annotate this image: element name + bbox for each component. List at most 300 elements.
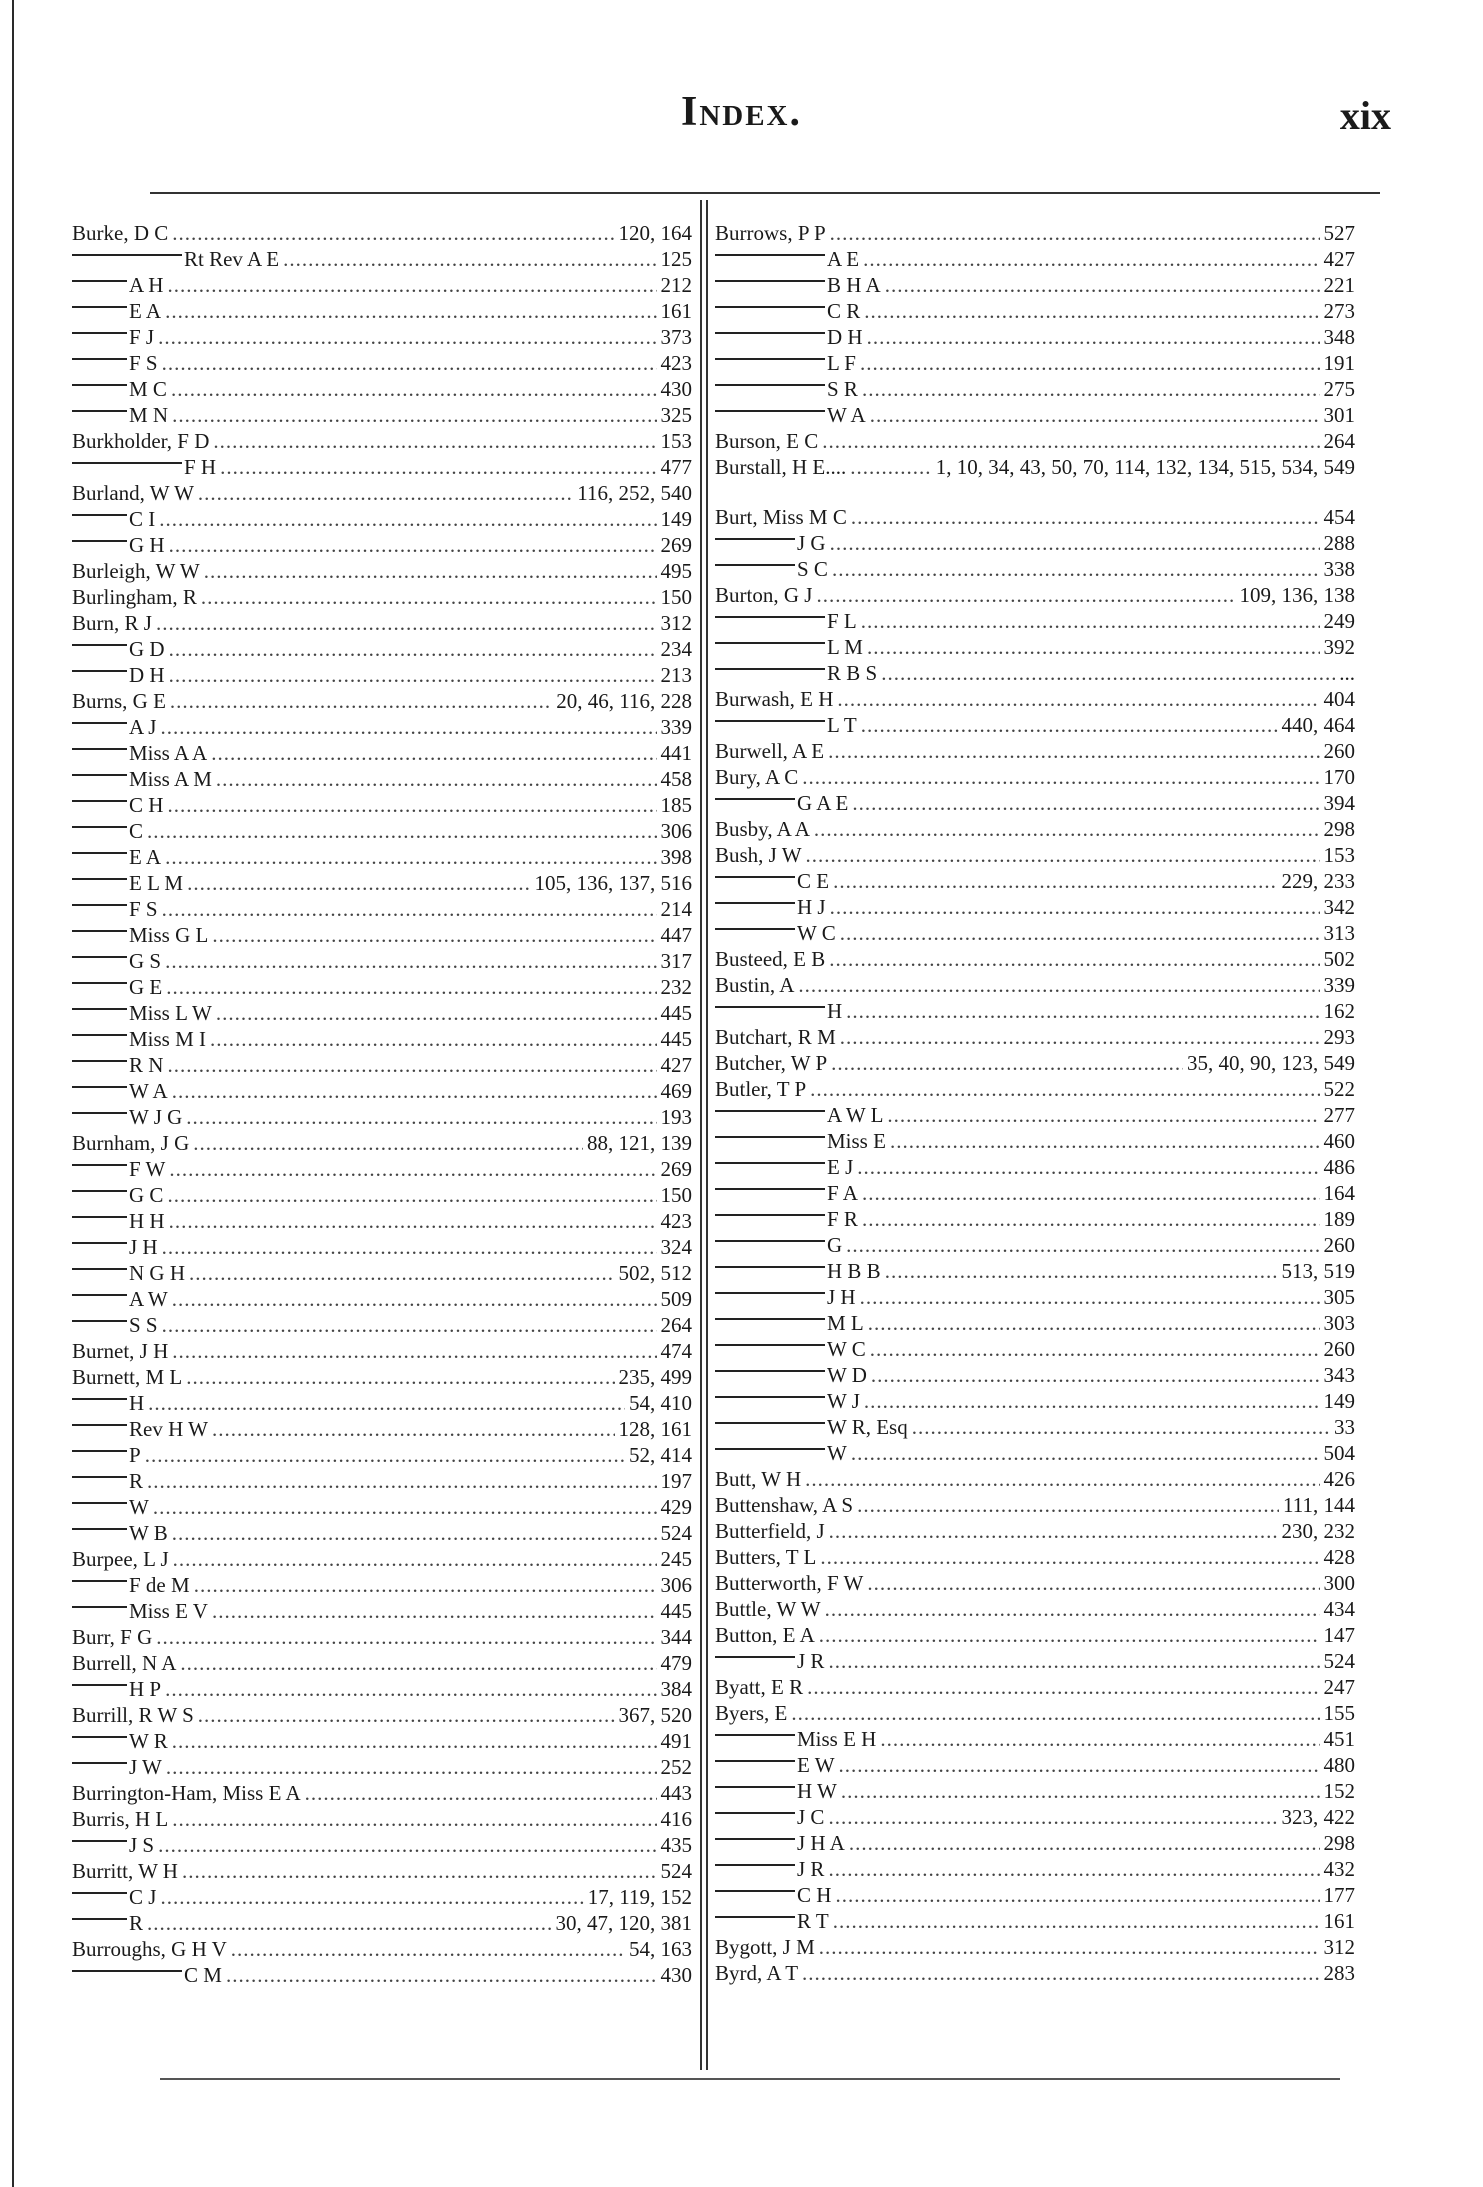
- entry-name-text: Butterworth, F W: [715, 1571, 864, 1595]
- ditto-dash: [72, 644, 127, 646]
- dot-leader: [147, 818, 656, 844]
- entry-pages: 30, 47, 120, 381: [555, 1911, 692, 1935]
- dot-leader: [169, 1208, 657, 1234]
- index-entry: [715, 1804, 1355, 1830]
- index-entry: [72, 1520, 692, 1546]
- ditto-dash: [72, 1008, 127, 1010]
- page-edge-line: [12, 0, 14, 2187]
- entry-name: [72, 272, 163, 298]
- dot-leader: [828, 738, 1319, 764]
- page-title: Index.: [680, 89, 803, 135]
- entry-name-text: Miss A A: [129, 741, 208, 765]
- entry-pages: 185: [660, 793, 692, 817]
- ditto-dash: [72, 826, 127, 828]
- left-index-column: [72, 220, 692, 1988]
- entry-pages: 191: [1323, 351, 1355, 375]
- ditto-dash: [72, 384, 127, 386]
- entry-pages: 427: [1323, 247, 1355, 271]
- entry-pages: 480: [1323, 1753, 1355, 1777]
- dot-leader: [216, 766, 657, 792]
- dot-leader: [798, 972, 1319, 998]
- entry-name-text: Burt, Miss M C: [715, 505, 847, 529]
- entry-pages: 367, 520: [618, 1703, 692, 1727]
- ditto-dash: [72, 1164, 127, 1166]
- entry-name-text: Burrington-Ham, Miss E A: [72, 1781, 301, 1805]
- entry-name-text: G D: [129, 637, 165, 661]
- entry-name: [715, 1570, 863, 1596]
- dot-leader: [210, 1026, 656, 1052]
- entry-name: [72, 584, 197, 610]
- index-entry: [715, 556, 1355, 582]
- entry-name-text: Burritt, W H: [72, 1859, 178, 1883]
- entry-name-text: F J: [129, 325, 155, 349]
- entry-name-text: Burnham, J G: [72, 1131, 190, 1155]
- index-entry: [72, 1338, 692, 1364]
- entry-name: [72, 1962, 222, 1988]
- dot-leader: [840, 920, 1320, 946]
- index-entry: [715, 1466, 1355, 1492]
- dot-leader: [851, 1440, 1320, 1466]
- entry-name: [72, 1390, 144, 1416]
- ditto-dash: [72, 982, 127, 984]
- dot-leader: [169, 636, 657, 662]
- entry-pages: 432: [1323, 1857, 1355, 1881]
- dot-leader: [198, 1702, 615, 1728]
- ditto-dash: [72, 1424, 127, 1426]
- entry-name: [72, 1156, 165, 1182]
- entry-pages: 20, 46, 116, 228: [556, 689, 692, 713]
- entry-pages: 429: [660, 1495, 692, 1519]
- entry-name: [72, 350, 158, 376]
- ditto-dash: [72, 1112, 127, 1114]
- index-entry: [715, 608, 1355, 634]
- entry-name-text: F R: [827, 1207, 858, 1231]
- index-entry: [715, 1440, 1355, 1466]
- ditto-dash: [72, 1398, 127, 1400]
- entry-pages: 269: [660, 1157, 692, 1181]
- entry-name: [715, 686, 833, 712]
- entry-name-text: D H: [129, 663, 165, 687]
- entry-pages: 502: [1323, 947, 1355, 971]
- entry-name-text: J H: [827, 1285, 856, 1309]
- index-entry: [715, 894, 1355, 920]
- ditto-dash: [72, 852, 127, 854]
- entry-pages: 293: [1323, 1025, 1355, 1049]
- entry-pages: 524: [660, 1521, 692, 1545]
- entry-name-text: M L: [827, 1311, 864, 1335]
- entry-pages: 283: [1323, 1961, 1355, 1985]
- entry-name: [715, 1258, 881, 1284]
- index-entry: [715, 1076, 1355, 1102]
- index-entry: [72, 532, 692, 558]
- entry-name: [715, 1206, 858, 1232]
- entry-name: [715, 712, 857, 738]
- index-entry: [72, 896, 692, 922]
- entry-pages: 384: [660, 1677, 692, 1701]
- index-entry: [715, 1882, 1355, 1908]
- entry-name-text: Byrd, A T: [715, 1961, 799, 1985]
- ditto-dash: [72, 956, 127, 958]
- dot-leader: [860, 1284, 1320, 1310]
- ditto-dash: [72, 1450, 127, 1452]
- dot-leader: [165, 844, 656, 870]
- entry-pages: 105, 136, 137, 516: [534, 871, 692, 895]
- index-entry: [72, 636, 692, 662]
- entry-pages: 234: [660, 637, 692, 661]
- entry-name-text: Buttenshaw, A S: [715, 1493, 854, 1517]
- index-entry: [72, 480, 692, 506]
- ditto-dash: [72, 1606, 127, 1608]
- index-entry: [715, 1232, 1355, 1258]
- entry-pages: 373: [660, 325, 692, 349]
- entry-name-text: E A: [129, 845, 162, 869]
- entry-name: [715, 1466, 801, 1492]
- entry-pages: 348: [1323, 325, 1355, 349]
- entry-name: [715, 1336, 866, 1362]
- entry-name-text: E W: [797, 1753, 835, 1777]
- entry-pages: 164: [1323, 1181, 1355, 1205]
- entry-pages: 247: [1323, 1675, 1355, 1699]
- entry-pages: 17, 119, 152: [587, 1885, 692, 1909]
- index-entry: [715, 582, 1355, 608]
- footer-rule: [160, 2078, 1340, 2080]
- index-entry: [715, 946, 1355, 972]
- entry-name-text: Busteed, E B: [715, 947, 826, 971]
- index-entry: [715, 1258, 1355, 1284]
- entry-pages: 451: [1323, 1727, 1355, 1751]
- index-entry: [715, 1180, 1355, 1206]
- entry-pages: 153: [1323, 843, 1355, 867]
- entry-name: [72, 896, 158, 922]
- entry-name: [72, 1130, 189, 1156]
- entry-pages: 423: [660, 1209, 692, 1233]
- ditto-dash: [715, 358, 825, 360]
- entry-name: [715, 1440, 847, 1466]
- entry-name-text: Bush, J W: [715, 843, 802, 867]
- ditto-dash: [72, 670, 127, 672]
- entry-name-text: J C: [797, 1805, 825, 1829]
- ditto-dash: [72, 1502, 127, 1504]
- entry-name-text: M N: [129, 403, 169, 427]
- entry-name-text: R B S: [827, 661, 878, 685]
- entry-name: [715, 530, 826, 556]
- entry-name-text: Buttle, W W: [715, 1597, 821, 1621]
- entry-pages: 212: [660, 273, 692, 297]
- index-entry: [715, 1388, 1355, 1414]
- dot-leader: [194, 1572, 657, 1598]
- entry-name-text: L F: [827, 351, 856, 375]
- entry-name-text: W D: [827, 1363, 867, 1387]
- entry-name: [715, 1310, 864, 1336]
- entry-name-text: G A E: [797, 791, 849, 815]
- entry-pages: 249: [1323, 609, 1355, 633]
- entry-pages: 221: [1323, 273, 1355, 297]
- index-entry: [715, 324, 1355, 350]
- index-entry: [72, 1754, 692, 1780]
- index-entry: [72, 1416, 692, 1442]
- index-entry: [72, 740, 692, 766]
- entry-name-text: H B B: [827, 1259, 881, 1283]
- index-entry: [715, 1414, 1355, 1440]
- ditto-dash: [72, 1268, 127, 1270]
- entry-pages: 193: [660, 1105, 692, 1129]
- ditto-dash: [72, 1086, 127, 1088]
- index-entry: [72, 246, 692, 272]
- index-entry: [72, 1468, 692, 1494]
- index-entry: [72, 1312, 692, 1338]
- dot-leader: [187, 870, 530, 896]
- entry-pages: 150: [660, 585, 692, 609]
- entry-name: [715, 1050, 827, 1076]
- dot-leader: [851, 504, 1320, 530]
- ditto-dash: [72, 1736, 127, 1738]
- ditto-dash: [715, 1266, 825, 1268]
- ditto-dash: [715, 1214, 825, 1216]
- entry-name-text: Burn, R J: [72, 611, 152, 635]
- entry-name: [715, 1128, 886, 1154]
- ditto-dash: [72, 800, 127, 802]
- dot-leader: [810, 1076, 1319, 1102]
- ditto-dash: [72, 410, 127, 412]
- entry-name-text: S S: [129, 1313, 158, 1337]
- entry-pages: 502, 512: [618, 1261, 692, 1285]
- entry-pages: 339: [660, 715, 692, 739]
- entry-pages: 454: [1323, 505, 1355, 529]
- dot-leader: [158, 324, 656, 350]
- ditto-dash: [715, 1110, 825, 1112]
- ditto-dash: [72, 1580, 127, 1582]
- index-entry: [715, 298, 1355, 324]
- ditto-dash: [72, 722, 127, 724]
- dot-leader: [840, 1024, 1320, 1050]
- entry-name-text: Burrill, R W S: [72, 1703, 194, 1727]
- dot-leader: [193, 1130, 583, 1156]
- entry-pages: 458: [660, 767, 692, 791]
- entry-name-text: Miss M I: [129, 1027, 207, 1051]
- entry-name-text: G E: [129, 975, 163, 999]
- dot-leader: [867, 634, 1320, 660]
- entry-name: [72, 428, 209, 454]
- entry-name-text: J R: [797, 1649, 825, 1673]
- entry-pages: 477: [660, 455, 692, 479]
- entry-name: [72, 662, 165, 688]
- dot-leader: [820, 1544, 1319, 1570]
- dot-leader: [868, 1310, 1320, 1336]
- entry-name-text: Burwell, A E: [715, 739, 825, 763]
- ditto-dash: [715, 564, 795, 566]
- entry-pages: 260: [1323, 1337, 1355, 1361]
- index-entry: [715, 428, 1355, 454]
- entry-name-text: F W: [129, 1157, 166, 1181]
- dot-leader: [830, 894, 1320, 920]
- dot-leader: [802, 1960, 1319, 1986]
- dot-leader: [841, 1778, 1320, 1804]
- entry-name: [715, 376, 858, 402]
- entry-pages: 54, 163: [629, 1937, 692, 1961]
- entry-pages: 288: [1323, 531, 1355, 555]
- entry-name: [72, 1286, 168, 1312]
- index-entry: [72, 220, 692, 246]
- entry-name-text: L T: [827, 713, 857, 737]
- entry-name: [72, 1000, 212, 1026]
- entry-name: [72, 610, 152, 636]
- ditto-dash: [72, 1528, 127, 1530]
- dot-leader: [862, 1180, 1320, 1206]
- entry-pages: 269: [660, 533, 692, 557]
- entry-pages: 394: [1323, 791, 1355, 815]
- dot-leader: [887, 1102, 1319, 1128]
- dot-leader: [829, 1518, 1278, 1544]
- dot-leader: [169, 662, 657, 688]
- entry-name-text: W J: [827, 1389, 860, 1413]
- dot-leader: [852, 790, 1319, 816]
- ditto-dash: [715, 1656, 795, 1658]
- dot-leader: [172, 1286, 657, 1312]
- index-entry: [72, 428, 692, 454]
- index-entry: [715, 1908, 1355, 1934]
- entry-name: [715, 428, 818, 454]
- entry-pages: 189: [1323, 1207, 1355, 1231]
- ditto-dash: [72, 930, 127, 932]
- entry-pages: 275: [1323, 377, 1355, 401]
- index-entry: [715, 998, 1355, 1024]
- entry-name-text: J H: [129, 1235, 158, 1259]
- ditto-dash: [72, 280, 127, 282]
- entry-name-text: C H: [797, 1883, 832, 1907]
- entry-name-text: F S: [129, 897, 158, 921]
- dot-leader: [147, 1910, 551, 1936]
- dot-leader: [805, 1466, 1319, 1492]
- index-entry: [72, 324, 692, 350]
- ditto-dash: [715, 798, 795, 800]
- entry-pages: 1, 10, 34, 43, 50, 70, 114, 132, 134, 515, 534, 549: [935, 455, 1355, 479]
- entry-pages: 197: [660, 1469, 692, 1493]
- entry-name: [72, 1572, 190, 1598]
- ditto-dash: [72, 1762, 127, 1764]
- index-entry: [72, 558, 692, 584]
- entry-name: [72, 298, 161, 324]
- index-entry: [72, 1650, 692, 1676]
- entry-pages: 445: [660, 1027, 692, 1051]
- index-entry: [72, 506, 692, 532]
- dot-leader: [802, 764, 1319, 790]
- entry-name: [72, 1936, 227, 1962]
- entry-name-text: G H: [129, 533, 165, 557]
- entry-name: [72, 1234, 158, 1260]
- entry-pages: 33: [1334, 1415, 1355, 1439]
- entry-name-text: H J: [797, 895, 826, 919]
- entry-name-text: Bustin, A: [715, 973, 795, 997]
- index-entry: [72, 1598, 692, 1624]
- entry-name-text: Miss G L: [129, 923, 209, 947]
- entry-name: [72, 1312, 158, 1338]
- entry-name: [72, 1078, 168, 1104]
- dot-leader: [172, 1728, 657, 1754]
- entry-pages: 128, 161: [618, 1417, 692, 1441]
- entry-name: [72, 1260, 185, 1286]
- dot-leader: [828, 1856, 1319, 1882]
- ditto-dash: [715, 1812, 795, 1814]
- dot-leader: [180, 1650, 656, 1676]
- entry-name: [715, 1778, 837, 1804]
- entry-name: [715, 1700, 787, 1726]
- entry-pages: 170: [1323, 765, 1355, 789]
- entry-name: [72, 506, 155, 532]
- ditto-dash: [715, 1240, 825, 1242]
- entry-pages: 306: [660, 819, 692, 843]
- entry-name: [715, 350, 856, 376]
- entry-name: [715, 790, 848, 816]
- entry-name-text: H H: [129, 1209, 165, 1233]
- index-entry: [72, 298, 692, 324]
- entry-name-text: C I: [129, 507, 156, 531]
- entry-name: [72, 714, 156, 740]
- entry-pages: 398: [660, 845, 692, 869]
- entry-name-text: Burnet, J H: [72, 1339, 169, 1363]
- dot-leader: [833, 868, 1277, 894]
- ditto-dash: [72, 540, 127, 542]
- dot-leader: [231, 1936, 625, 1962]
- entry-name-text: Burrows, P P: [715, 221, 826, 245]
- index-entry: [715, 246, 1355, 272]
- dot-leader: [173, 1546, 657, 1572]
- entry-pages: 214: [660, 897, 692, 921]
- dot-leader: [825, 1596, 1320, 1622]
- entry-name: [715, 1856, 824, 1882]
- ditto-dash: [715, 1162, 825, 1164]
- entry-name-text: J H A: [797, 1831, 845, 1855]
- index-entry: [715, 1128, 1355, 1154]
- entry-pages: 149: [660, 507, 692, 531]
- entry-name: [715, 1960, 798, 1986]
- ditto-dash: [72, 904, 127, 906]
- ditto-dash: [715, 538, 795, 540]
- dot-leader: [862, 376, 1320, 402]
- index-entry: [715, 1700, 1355, 1726]
- index-entry: [72, 1182, 692, 1208]
- index-entry: [715, 1102, 1355, 1128]
- ditto-dash: [72, 748, 127, 750]
- index-entry: [715, 1310, 1355, 1336]
- entry-name: [715, 246, 859, 272]
- entry-name-text: W A: [129, 1079, 168, 1103]
- ditto-dash: [715, 1292, 825, 1294]
- entry-pages: 522: [1323, 1077, 1355, 1101]
- dot-leader: [791, 1700, 1319, 1726]
- dot-leader: [816, 582, 1235, 608]
- entry-name-text: H: [827, 999, 843, 1023]
- entry-pages: 161: [1323, 1909, 1355, 1933]
- dot-leader: [172, 1338, 656, 1364]
- dot-leader: [880, 1726, 1319, 1752]
- dot-leader: [167, 272, 656, 298]
- ditto-dash: [715, 1006, 825, 1008]
- entry-name-text: Rt Rev A E: [184, 247, 280, 271]
- entry-name-text: Burnett, M L: [72, 1365, 183, 1389]
- ditto-dash: [715, 254, 825, 256]
- entry-name: [72, 402, 168, 428]
- index-entry: [72, 1884, 692, 1910]
- entry-name: [72, 1468, 143, 1494]
- entry-name-text: Burlingham, R: [72, 585, 197, 609]
- index-entry: [72, 1728, 692, 1754]
- entry-pages: 504: [1323, 1441, 1355, 1465]
- index-entry: [715, 530, 1355, 556]
- entry-name: [72, 376, 167, 402]
- ditto-dash: [72, 1034, 127, 1036]
- entry-pages: 441: [660, 741, 692, 765]
- entry-pages: 260: [1323, 1233, 1355, 1257]
